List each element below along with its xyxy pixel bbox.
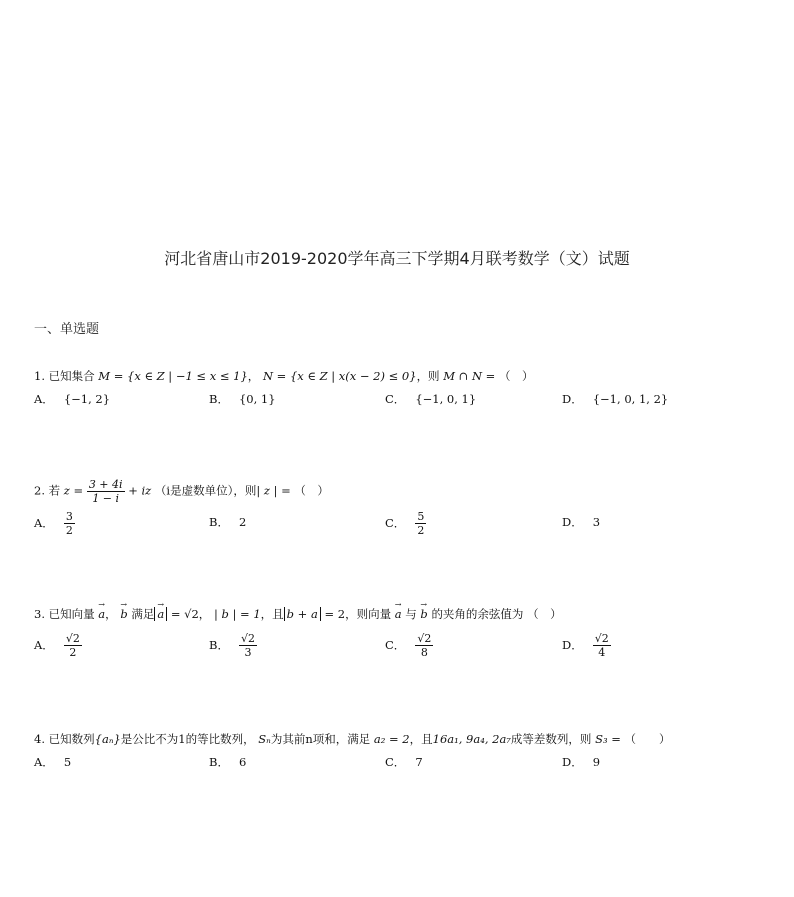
option-label: B．	[209, 392, 229, 406]
option-fraction	[415, 632, 433, 659]
option-d	[562, 632, 611, 659]
option-d	[562, 754, 600, 770]
fraction-denominator: 3	[244, 646, 252, 659]
option-label: B．	[209, 637, 229, 652]
option-label: D．	[562, 637, 583, 652]
question-text: 成等差数列，则	[510, 732, 592, 746]
option-label: C．	[385, 515, 406, 530]
vector-sum: b + a	[286, 607, 318, 621]
question-text: 满足	[131, 607, 155, 621]
section-heading: 一、单选题	[34, 322, 100, 337]
option-value: {−1, 0, 1, 2}	[592, 392, 669, 406]
question-2	[34, 478, 329, 505]
option-c	[385, 510, 426, 537]
modulus-expression: | z | =	[256, 483, 291, 498]
intersection-expression: M ∩ N =	[443, 369, 496, 383]
fraction-denominator: 8	[420, 646, 428, 659]
term-condition: a₂ = 2	[373, 732, 410, 746]
question-text: 的夹角的余弦值为	[431, 607, 524, 621]
arithmetic-terms: 16a₁, 9a₄, 2a₇	[432, 732, 511, 746]
magnitude-b: | b | = 1	[213, 607, 261, 621]
option-value: 6	[238, 755, 247, 769]
complex-fraction	[87, 478, 125, 505]
vector-b: → b	[120, 606, 127, 622]
partial-sum-symbol: Sₙ	[258, 732, 271, 746]
option-a	[34, 391, 110, 407]
fraction-denominator: 2	[65, 524, 73, 537]
question-text: 是公比不为1的等比数列，	[120, 732, 255, 746]
question-1	[34, 368, 533, 384]
question-text: 已知数列	[48, 732, 95, 746]
option-value: {−1, 2}	[63, 392, 111, 406]
answer-blank: （ ）	[527, 607, 562, 621]
option-value: 9	[592, 755, 601, 769]
question-text: 若	[48, 483, 61, 498]
vector-a: → a	[395, 606, 402, 622]
question-text: 为其前n项和，满足	[270, 732, 371, 746]
option-c	[385, 632, 433, 659]
fraction-numerator: √2	[594, 632, 609, 645]
question-text: 已知集合	[48, 369, 95, 383]
target-expression: S₃ =	[595, 732, 621, 746]
plus-iz: + iz	[128, 483, 152, 498]
option-label: D．	[562, 392, 583, 406]
answer-blank: （ ）	[498, 369, 534, 383]
fraction-numerator: 5	[417, 510, 425, 523]
magnitude-value: = √2	[170, 607, 199, 621]
option-value: 3	[592, 515, 601, 529]
option-b	[209, 514, 246, 530]
option-b	[209, 754, 246, 770]
question-text: ，且	[409, 732, 433, 746]
question-number: 4.	[34, 732, 45, 746]
option-b	[209, 391, 276, 407]
option-label: A．	[34, 637, 54, 652]
vector-a: → a	[157, 606, 164, 622]
fraction-denominator: 1 − i	[92, 492, 120, 505]
question-4	[34, 731, 671, 747]
option-a	[34, 510, 75, 537]
option-label: A．	[34, 755, 54, 769]
question-text: 已知向量	[48, 607, 95, 621]
option-value: {−1, 0, 1}	[415, 392, 477, 406]
fraction-numerator: 3	[65, 510, 73, 523]
option-c	[385, 754, 423, 770]
fraction-numerator: √2	[417, 632, 432, 645]
set-m-definition: M = {x ∈ Z | −1 ≤ x ≤ 1}	[98, 369, 248, 383]
option-b	[209, 632, 257, 659]
option-value: 2	[238, 515, 247, 529]
question-text: ，则向量	[345, 607, 392, 621]
vector-b: → b	[420, 606, 427, 622]
option-label: C．	[385, 637, 406, 652]
option-value: {0, 1}	[238, 392, 276, 406]
option-label: C．	[385, 755, 406, 769]
option-label: B．	[209, 515, 229, 529]
option-fraction	[415, 510, 426, 537]
option-label: A．	[34, 392, 54, 406]
question-number: 3.	[34, 607, 45, 621]
option-fraction	[239, 632, 257, 659]
punctuation: ，	[105, 607, 117, 621]
option-fraction	[64, 510, 75, 537]
option-value: 5	[63, 755, 72, 769]
option-label: B．	[209, 755, 229, 769]
z-symbol: z =	[63, 483, 84, 498]
question-number: 2.	[34, 483, 45, 498]
option-a	[34, 754, 71, 770]
option-label: C．	[385, 392, 406, 406]
vector-a: → a	[98, 606, 105, 622]
question-text: ，则	[416, 369, 440, 383]
option-c	[385, 391, 476, 407]
option-fraction	[593, 632, 611, 659]
option-d	[562, 391, 668, 407]
option-d	[562, 514, 600, 530]
punctuation: ，	[198, 607, 211, 621]
option-label: A．	[34, 515, 54, 530]
option-value: 7	[415, 755, 423, 769]
punctuation: ，	[247, 369, 260, 383]
question-number: 1.	[34, 369, 45, 383]
fraction-denominator: 4	[598, 646, 606, 659]
set-n-definition: N = {x ∈ Z | x(x − 2) ≤ 0}	[262, 369, 417, 383]
fraction-numerator: √2	[65, 632, 80, 645]
answer-blank: （ ）	[294, 483, 329, 498]
fraction-numerator: √2	[240, 632, 255, 645]
question-3	[34, 606, 562, 622]
option-label: D．	[562, 515, 583, 529]
sequence-symbol: {aₙ}	[94, 732, 121, 746]
option-label: D．	[562, 755, 583, 769]
question-text: 与	[405, 607, 417, 621]
answer-blank: （ ）	[624, 732, 671, 746]
fraction-numerator: 3 + 4i	[88, 478, 123, 491]
magnitude-value: = 2	[324, 607, 346, 621]
fraction-denominator: 2	[69, 646, 77, 659]
document-title: 河北省唐山市2019-2020学年高三下学期4月联考数学（文）试题	[164, 249, 630, 268]
question-text: ，且	[260, 607, 284, 621]
fraction-denominator: 2	[417, 524, 425, 537]
option-fraction	[64, 632, 82, 659]
question-text: （i是虚数单位），则	[154, 483, 257, 498]
option-a	[34, 632, 82, 659]
